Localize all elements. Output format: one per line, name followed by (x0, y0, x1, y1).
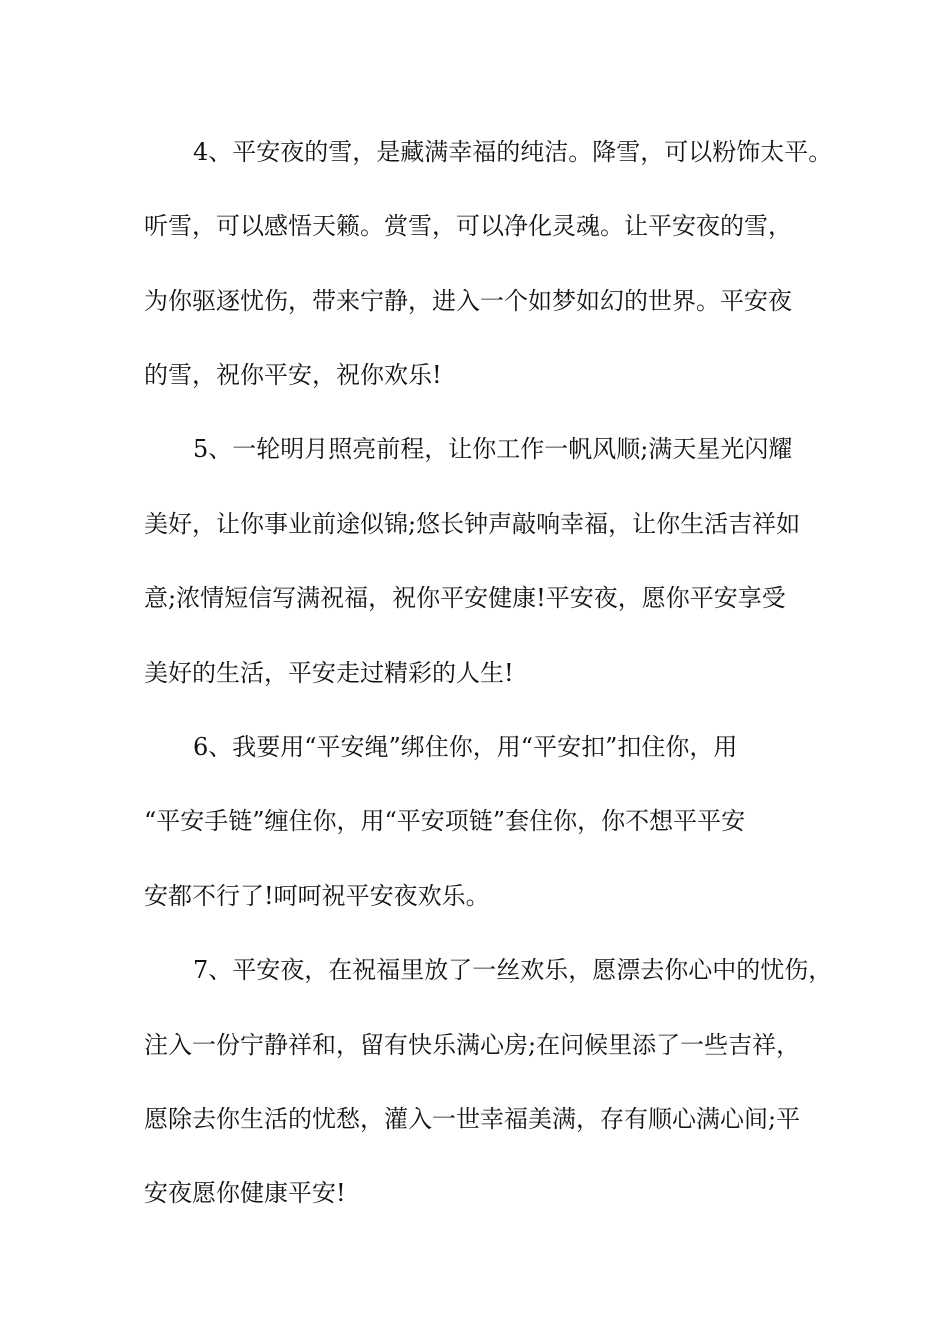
paragraph-line: 愿除去你生活的忧愁，灌入一世幸福美满，存有顺心满心间;平 (144, 1105, 801, 1133)
paragraph-line: 听雪，可以感悟天籁。赏雪，可以净化灵魂。让平安夜的雪， (144, 212, 792, 240)
paragraph-line: 注入一份宁静祥和，留有快乐满心房;在问候里添了一些吉祥， (144, 1031, 801, 1059)
paragraph-line: 5、一轮明月照亮前程，让你工作一帆风顺;满天星光闪耀 (193, 435, 793, 463)
paragraph-line: 6、我要用“平安绳”绑住你，用“平安扣”扣住你，用 (193, 733, 738, 761)
paragraph-line: 安夜愿你健康平安! (144, 1179, 346, 1207)
paragraph-line: 意;浓情短信写满祝福，祝你平安健康!平安夜，愿你平安享受 (144, 584, 786, 612)
paragraph-line: 7、平安夜，在祝福里放了一丝欢乐，愿漂去你心中的忧伤， (193, 956, 833, 984)
paragraph-line: “平安手链”缠住你，用“平安项链”套住你，你不想平平安 (144, 807, 746, 835)
paragraph-line: 4、平安夜的雪，是藏满幸福的纯洁。降雪，可以粉饰太平。 (193, 138, 833, 166)
paragraph-line: 安都不行了!呵呵祝平安夜欢乐。 (144, 882, 490, 910)
paragraph-line: 的雪，祝你平安，祝你欢乐! (144, 361, 442, 389)
paragraph-line: 美好，让你事业前途似锦;悠长钟声敲响幸福，让你生活吉祥如 (144, 510, 801, 538)
paragraph-line: 美好的生活，平安走过精彩的人生! (144, 659, 514, 687)
paragraph-line: 为你驱逐忧伤，带来宁静，进入一个如梦如幻的世界。平安夜 (144, 287, 792, 315)
